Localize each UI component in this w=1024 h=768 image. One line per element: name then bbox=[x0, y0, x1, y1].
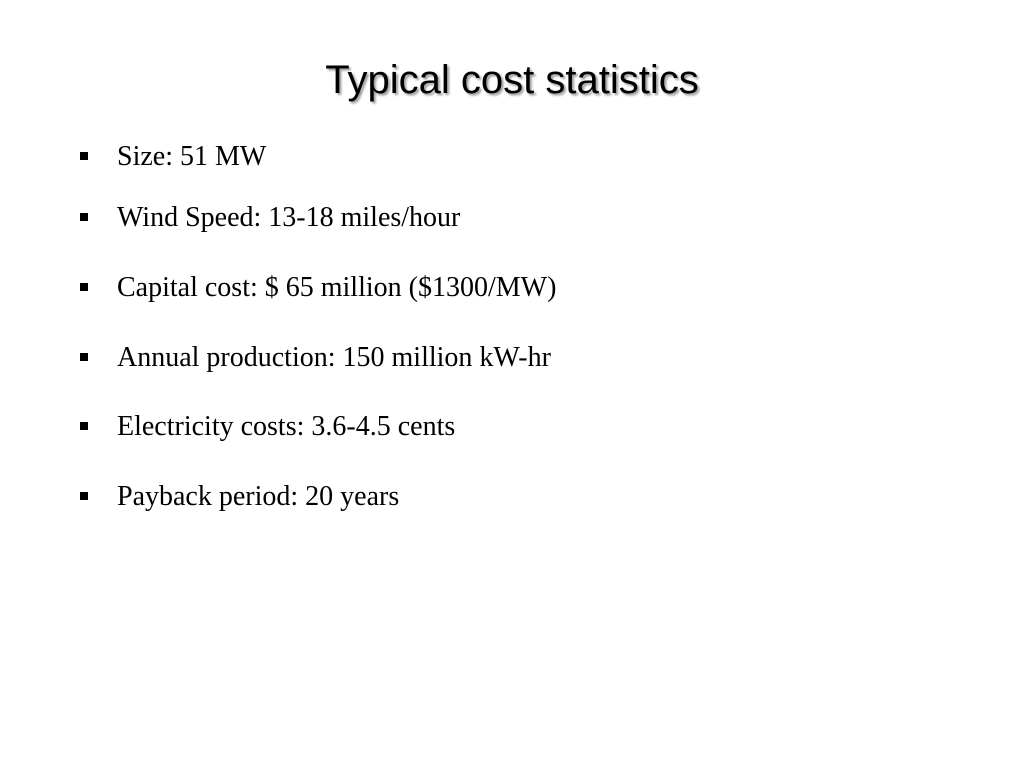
bullet-item bbox=[80, 409, 455, 445]
bullet-item bbox=[80, 270, 556, 306]
bullet-text: Wind Speed: 13-18 miles/hour bbox=[117, 202, 461, 233]
bullet-text: Capital cost: $ 65 million ($1300/MW) bbox=[117, 272, 557, 303]
square-bullet-icon bbox=[80, 213, 88, 221]
bullet-item bbox=[80, 139, 266, 175]
bullet-item bbox=[80, 479, 399, 515]
bullet-item bbox=[80, 200, 460, 236]
square-bullet-icon bbox=[80, 283, 88, 291]
square-bullet-icon bbox=[80, 353, 88, 361]
bullet-text: Size: 51 MW bbox=[117, 141, 267, 172]
bullet-text: Annual production: 150 million kW-hr bbox=[117, 342, 551, 373]
bullet-text: Electricity costs: 3.6-4.5 cents bbox=[117, 411, 456, 442]
slide-title: Typical cost statistics bbox=[325, 58, 699, 102]
bullet-text: Payback period: 20 years bbox=[117, 481, 400, 512]
square-bullet-icon bbox=[80, 492, 88, 500]
bullet-item bbox=[80, 340, 551, 376]
square-bullet-icon bbox=[80, 152, 88, 160]
square-bullet-icon bbox=[80, 422, 88, 430]
